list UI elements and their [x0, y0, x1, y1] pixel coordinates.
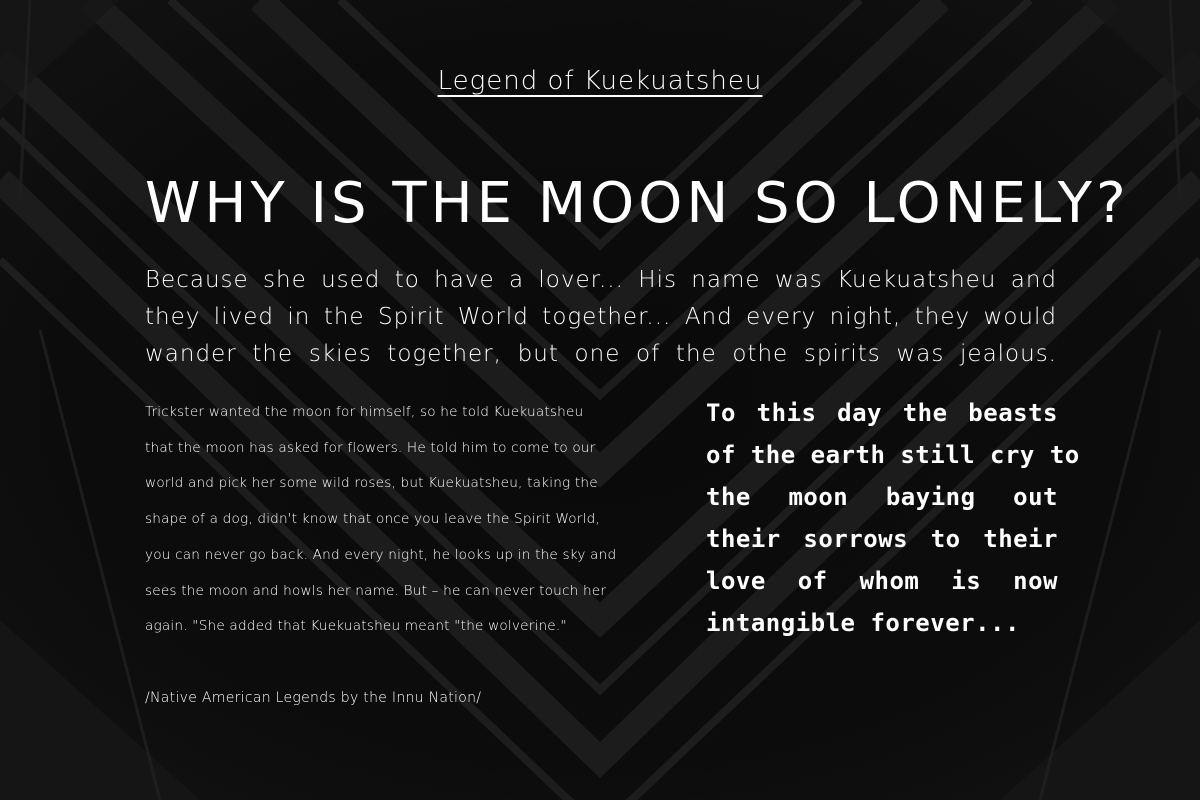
story-line: again. "She added that Kuekuatsheu meant "the wolverine."	[145, 618, 567, 635]
story-line: world and pick her some wild roses, but Kuekuatsheu, taking the	[145, 475, 598, 492]
quote-line: love of whom is now	[706, 567, 1058, 595]
story-line: Trickster wanted the moon for himself, so he told Kuekuatsheu	[145, 404, 584, 420]
quote-line: To this day the beasts	[706, 399, 1058, 427]
quote-line: of the earth still cry to	[706, 441, 1080, 469]
quote-line: the moon baying out	[706, 483, 1058, 511]
intro-line: wander the skies together, but one of the othe spirits was jealous.	[145, 341, 1057, 367]
intro-line: they lived in the Spirit World together... And every night, they would	[145, 304, 1057, 330]
quote-line: intangible forever...	[706, 609, 1020, 637]
story-paragraph	[145, 395, 675, 645]
story-line: sees the moon and howls her name. But – he can never touch her	[145, 582, 607, 599]
intro-paragraph	[145, 262, 1057, 373]
story-line: you can never go back. And every night, he looks up in the sky and	[145, 546, 617, 563]
story-line: shape of a dog, didn't know that once you leave the Spirit World,	[145, 511, 600, 528]
source-credit: /Native American Legends by the Innu Nation/	[145, 690, 482, 706]
story-line: that the moon has asked for flowers. He told him to come to our	[145, 439, 596, 456]
headline: WHY IS THE MOON SO LONELY?	[145, 171, 1130, 236]
legend-subtitle: Legend of Kuekuatsheu	[437, 66, 763, 96]
quote-line: their sorrows to their	[706, 525, 1058, 553]
quote-block	[706, 392, 1080, 644]
intro-line: Because she used to have a lover... His name was Kuekuatsheu and	[145, 267, 1057, 293]
